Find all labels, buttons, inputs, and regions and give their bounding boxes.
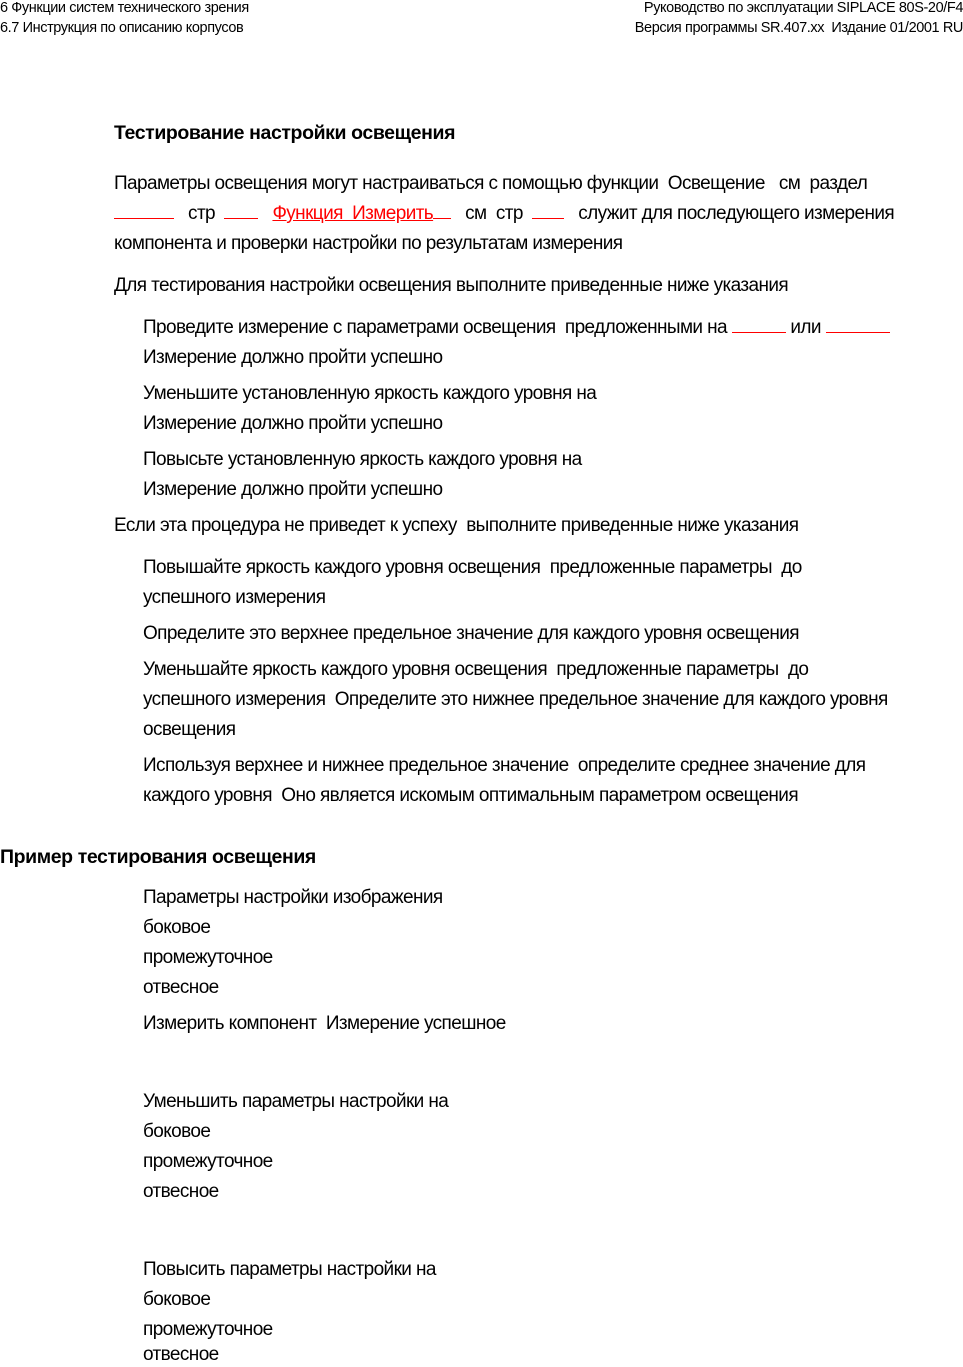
example-line: промежуточное <box>143 1319 273 1340</box>
blank-field <box>114 218 174 219</box>
header-manual-title: Руководство по эксплуатации SIPLACE 80S-20/F4 <box>643 0 963 16</box>
example-line: промежуточное <box>143 947 273 968</box>
example-line: Параметры настройки изображения <box>143 887 443 908</box>
paragraph: Для тестирования настройки освещения выполните приведенные ниже указания <box>114 275 789 296</box>
step-line: успешного измерения Определите это нижнее предельное значение для каждого уровня <box>143 689 888 710</box>
blank-field <box>732 332 786 333</box>
section-title: Пример тестирования освещения <box>0 846 316 868</box>
blank-field <box>532 218 564 219</box>
header-chapter: 6 Функции систем технического зрения <box>0 0 249 16</box>
text: Проведите измерение с параметрами освещения предложенными на <box>143 317 727 338</box>
example-line: боковое <box>143 1121 211 1142</box>
step-line: Измерение должно пройти успешно <box>143 413 443 434</box>
text: служит для последующего измерения <box>578 203 895 224</box>
example-line: боковое <box>143 917 211 938</box>
link-measure-function[interactable]: Функция Измерить <box>272 203 434 224</box>
blank-field <box>433 218 451 219</box>
section-title: Тестирование настройки освещения <box>114 122 456 144</box>
example-line: отвесное <box>143 977 219 998</box>
text: стр <box>188 203 216 224</box>
example-line: Повысить параметры настройки на <box>143 1259 436 1280</box>
example-line: отвесное <box>143 1181 219 1202</box>
paragraph-line: компонента и проверки настройки по результатам измерения <box>114 233 623 254</box>
header-version: Версия программы SR.407.xx Издание 01/2001 RU <box>634 20 963 36</box>
step-line: каждого уровня Оно является искомым оптимальным параметром освещения <box>143 785 799 806</box>
header-section: 6.7 Инструкция по описанию корпусов <box>0 20 244 36</box>
step-line: освещения <box>143 719 236 740</box>
text: см стр <box>465 203 523 224</box>
example-line: Измерить компонент Измерение успешное <box>143 1013 506 1034</box>
step-line: Измерение должно пройти успешно <box>143 347 443 368</box>
example-line: отвесное <box>143 1344 219 1365</box>
step-line: Повышайте яркость каждого уровня освещения предложенные параметры до <box>143 557 802 578</box>
blank-field <box>224 218 258 219</box>
paragraph-line <box>114 203 894 225</box>
step-line: Измерение должно пройти успешно <box>143 479 443 500</box>
step-line: успешного измерения <box>143 587 326 608</box>
step-line: Используя верхнее и нижнее предельное значение определите среднее значение для <box>143 755 866 776</box>
step-line <box>143 317 890 339</box>
step-line: Определите это верхнее предельное значение для каждого уровня освещения <box>143 623 799 644</box>
step-line: Уменьшайте яркость каждого уровня освещения предложенные параметры до <box>143 659 809 680</box>
paragraph-line: Параметры освещения могут настраиваться с помощью функции Освещение см раздел <box>114 173 868 194</box>
example-line: Уменьшить параметры настройки на <box>143 1091 449 1112</box>
blank-field <box>826 332 890 333</box>
step-line: Уменьшите установленную яркость каждого уровня на <box>143 383 597 404</box>
step-line: Повысьте установленную яркость каждого уровня на <box>143 449 582 470</box>
example-line: боковое <box>143 1289 211 1310</box>
example-line: промежуточное <box>143 1151 273 1172</box>
text: или <box>790 317 821 338</box>
paragraph: Если эта процедура не приведет к успеху выполните приведенные ниже указания <box>114 515 799 536</box>
